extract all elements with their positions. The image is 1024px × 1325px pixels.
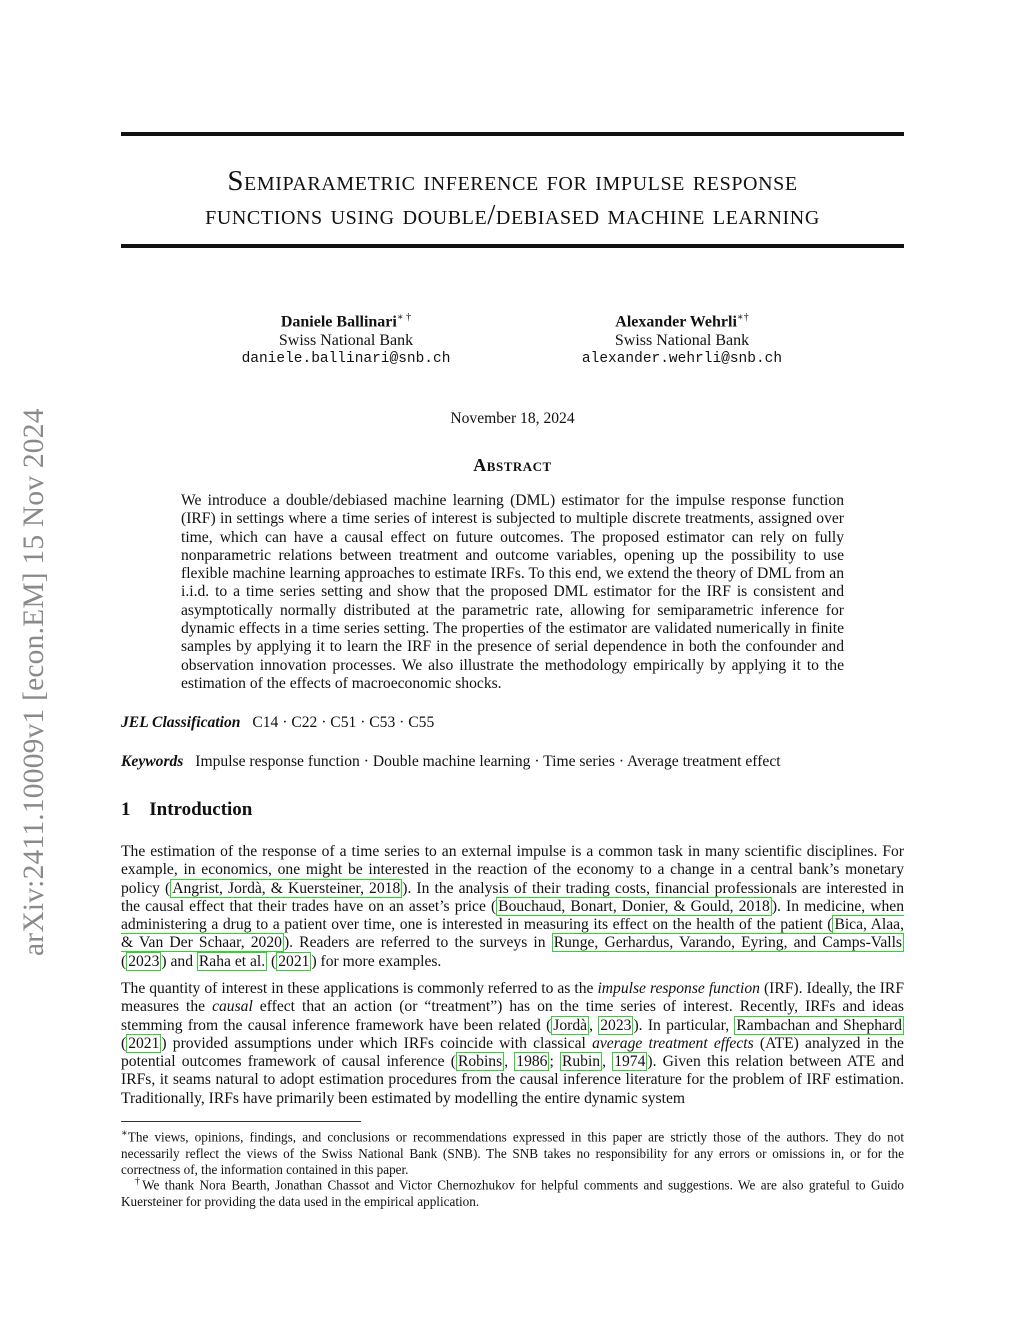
footnote-2 xyxy=(121,1174,904,1210)
keywords-label: Keywords xyxy=(121,753,184,770)
section-title: Introduction xyxy=(149,799,253,820)
author-name: Daniele Ballinari xyxy=(280,313,397,331)
citation-link[interactable]: Rambachan and Shephard xyxy=(736,1016,902,1034)
footnote-rule xyxy=(121,1121,361,1122)
author-name: Alexander Wehrli xyxy=(615,313,737,331)
citation-link[interactable]: 2021 xyxy=(278,952,310,970)
author-footnote-marks: ∗† xyxy=(736,312,749,323)
body-text: The estimation of the response of a time series to an external impulse is a common task in many scientific disciplines. For example, in economics, one might be interested in the reaction of the economy to a change in a central bank’s monetary policy ( xyxy=(121,843,904,897)
citation-link[interactable]: 1974 xyxy=(614,1053,646,1071)
abstract-paragraph: We introduce a double/debiased machine learning (DML) estimator for the impulse response function (IRF) in settings where a time series of interest is subjected to multiple discrete treatments, assigned over time, which can have a causal effect on future outcomes. The proposed estimator can rely on fully nonparametric relations between treatment and outcome variables, opening up the possibility to use flexible machine learning approaches to estimate IRFs. To this end, we extend the theory of DML from an i.i.d. to a time series setting and show that the proposed DML estimator for the IRF is consistent and asymptotically normally distributed at the parametric rate, allowing for semiparametric inference for dynamic effects in a time series setting. The properties of the estimator are validated numerically in finite samples by applying it to learn the IRF in the presence of serial dependence in both the confounder and observation innovation processes. We also illustrate the methodology empirically by applying it to the estimation of the effects of macroeconomic shocks. xyxy=(181,492,844,692)
citation-link[interactable]: 1986 xyxy=(516,1053,548,1071)
intro-paragraph-1 xyxy=(121,843,904,971)
author-block-1 xyxy=(186,308,506,369)
abstract-heading: Abstract xyxy=(473,455,552,475)
citation-link[interactable]: 2023 xyxy=(600,1016,632,1034)
section-number: 1 xyxy=(121,799,131,820)
body-text: ) for more examples. xyxy=(311,952,442,970)
paper-title-line-1: Semiparametric inference for impulse response xyxy=(227,165,798,197)
body-text: ; xyxy=(549,1053,560,1071)
body-text: , xyxy=(504,1053,515,1071)
footnote-text: We thank Nora Bearth, Jonathan Chassot and Victor Chernozhukov for helpful comments and suggestions. We are also grateful to Guido Kuersteiner for providing the data used in the empirical application. xyxy=(121,1177,905,1209)
body-text: , xyxy=(589,1016,599,1034)
body-text: ). In the analysis of their trading costs, financial professionals are interested in the causal effect that their trades have on an asset’s price ( xyxy=(121,879,904,915)
citation-link[interactable]: Rubin xyxy=(561,1053,601,1071)
section-heading-introduction xyxy=(121,799,252,821)
body-text: ( xyxy=(121,952,127,970)
paper-date: November 18, 2024 xyxy=(450,410,575,427)
citation-link[interactable]: Jordà xyxy=(553,1016,588,1034)
body-text: ) and xyxy=(161,952,197,970)
citation-link[interactable]: 2023 xyxy=(128,952,160,970)
title-bottom-rule xyxy=(121,244,904,248)
citation-link[interactable]: Bouchaud, Bonart, Donier, & Gould, 2018 xyxy=(498,897,770,915)
author-affiliation: Swiss National Bank xyxy=(614,332,750,350)
intro-paragraph-2 xyxy=(121,980,904,1108)
author-email[interactable]: alexander.wehrli@snb.ch xyxy=(581,351,783,368)
citation-link[interactable]: Bica, Alaa, & Van Der Schaar, 2020 xyxy=(121,916,904,952)
footnote-text: The views, opinions, findings, and conclusions or recommendations expressed in this paper are strictly those of the authors. They do not necessarily reflect the views of the Swiss National Bank (SNB). The SNB takes no responsibility for any errors or omissions in, or for the correctness of, the information contained in this paper. xyxy=(121,1129,904,1177)
author-block-2 xyxy=(522,308,842,369)
emphasis-text: impulse response function xyxy=(597,980,760,997)
arxiv-identifier: arXiv:2411.10009v1 [econ.EM] 15 Nov 2024 xyxy=(18,408,50,956)
citation-link[interactable]: 2021 xyxy=(128,1034,160,1052)
body-text: (ATE) analyzed in the potential outcomes framework of causal inference ( xyxy=(121,1034,904,1071)
citation-link[interactable]: Runge, Gerhardus, Varando, Eyring, and Camps-Valls xyxy=(553,934,902,952)
author-affiliation: Swiss National Bank xyxy=(278,332,414,350)
citation-link[interactable]: Angrist, Jordà, & Kuersteiner, 2018 xyxy=(172,879,401,897)
author-footnote-marks: ∗ † xyxy=(396,312,412,323)
body-text: effect that an action (or “treatment”) has on the time series of interest. Recently, IRFs and ideas stemming from the causal inference framework have been related ( xyxy=(121,998,904,1034)
jel-codes: C14 · C22 · C51 · C53 · C55 xyxy=(252,714,435,731)
keywords xyxy=(121,753,904,771)
keywords-list: Impulse response function · Double machine learning · Time series · Average treatment effect xyxy=(195,753,781,770)
body-text: The quantity of interest in these applications is commonly referred to as the xyxy=(121,980,598,997)
footnote-mark: ∗ xyxy=(121,1128,128,1139)
body-text: ). In medicine, when administering a drug to a patient over time, one is interested in measuring its effect on the health of the patient ( xyxy=(121,897,905,934)
title-top-rule xyxy=(121,132,904,136)
jel-label: JEL Classification xyxy=(121,714,241,731)
body-text: ( xyxy=(267,952,277,970)
body-text: ). Given this relation between ATE and IRFs, it seams natural to adopt estimation procedures from the causal inference literature for the problem of IRF estimation. Traditionally, IRFs have primarily been estimated by modelling the entire dynamic system xyxy=(121,1053,905,1107)
footnote-1 xyxy=(121,1126,904,1178)
body-text: , xyxy=(602,1053,613,1071)
jel-classification xyxy=(121,714,904,732)
author-email[interactable]: daniele.ballinari@snb.ch xyxy=(241,351,451,368)
body-text: (IRF). Ideally, the IRF measures the xyxy=(121,980,905,1016)
abstract-text xyxy=(181,492,844,693)
citation-link[interactable]: Raha et al. xyxy=(198,952,266,970)
emphasis-text: causal xyxy=(212,998,253,1016)
body-text: ). In particular, xyxy=(633,1016,735,1034)
footnote-mark: † xyxy=(135,1176,143,1187)
citation-link[interactable]: Robins xyxy=(457,1053,503,1071)
paper-title-line-2: functions using double/debiased machine learning xyxy=(205,199,820,231)
body-text: ( xyxy=(121,1034,127,1052)
emphasis-text: average treatment effects xyxy=(592,1034,754,1052)
body-text: ) provided assumptions under which IRFs coincide with classical xyxy=(161,1034,593,1052)
body-text: ). Readers are referred to the surveys in xyxy=(283,934,552,952)
